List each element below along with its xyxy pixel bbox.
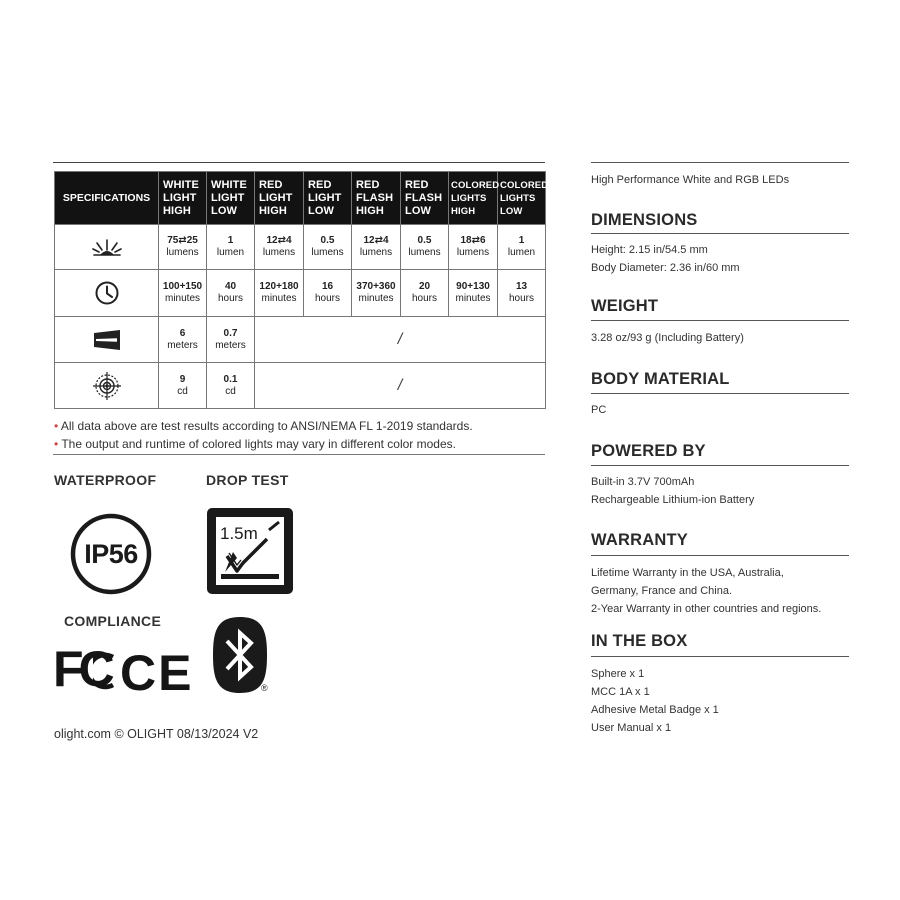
table-cell: 0.7 meters	[207, 317, 255, 363]
mode-header: WHITE LIGHT LOW	[207, 172, 255, 225]
list-item: User Manual x 1	[591, 722, 672, 734]
mode-header: RED LIGHT HIGH	[255, 172, 304, 225]
table-cell: 0.5 lumens	[304, 225, 352, 270]
brightness-icon	[55, 225, 159, 270]
table-cell: 18⇄6 lumens	[449, 225, 498, 270]
footer-text: olight.com © OLIGHT 08/13/2024 V2	[54, 727, 259, 741]
section-rule	[591, 656, 849, 657]
table-cell: 0.1 cd	[207, 363, 255, 409]
table-cell: 12⇄4 lumens	[352, 225, 401, 270]
table-cell: 6 meters	[159, 317, 207, 363]
table-cell: 0.5 lumens	[401, 225, 449, 270]
table-cell: 9 cd	[159, 363, 207, 409]
table-cell: 13 hours	[498, 270, 546, 317]
table-cell: 120+180 minutes	[255, 270, 304, 317]
not-applicable-cell: /	[255, 363, 546, 409]
table-cell: 1 lumen	[207, 225, 255, 270]
waterproof-label: WATERPROOF	[54, 472, 157, 488]
table-cell: 100+150 minutes	[159, 270, 207, 317]
mode-header: COLORED LIGHTS HIGH	[449, 172, 498, 225]
table-cell: 90+130 minutes	[449, 270, 498, 317]
specifications-header: SPECIFICATIONS	[55, 172, 159, 225]
table-row-runtime	[55, 270, 546, 317]
warranty-heading: WARRANTY	[591, 531, 688, 549]
powered-by-text: Built-in 3.7V 700mAh Rechargeable Lithium-ion Battery	[591, 476, 755, 506]
list-item: Sphere x 1	[591, 668, 645, 680]
test-notes	[54, 417, 545, 453]
table-cell: 75⇄25 lumens	[159, 225, 207, 270]
section-rule	[591, 393, 849, 394]
table-cell: 370+360 minutes	[352, 270, 401, 317]
mode-header: WHITE LIGHT HIGH	[159, 172, 207, 225]
table-row-intensity	[55, 363, 546, 409]
table-header-row	[55, 172, 546, 225]
in-the-box-list	[591, 665, 849, 737]
note-line: • The output and runtime of colored lights may vary in different color modes.	[54, 437, 456, 451]
ce-logo: CE	[120, 645, 194, 701]
drop-test-badge	[207, 508, 293, 594]
table-cell: 40 hours	[207, 270, 255, 317]
clock-icon	[55, 270, 159, 317]
mode-header: COLORED LIGHTS LOW	[498, 172, 546, 225]
specifications-table	[54, 171, 549, 409]
beam-distance-icon	[55, 317, 159, 363]
notes-rule	[53, 454, 545, 455]
weight-heading: WEIGHT	[591, 297, 659, 315]
section-rule	[591, 465, 849, 466]
target-icon	[55, 363, 159, 409]
not-applicable-cell: /	[255, 317, 546, 363]
dimensions-text: Height: 2.15 in/54.5 mm Body Diameter: 2.36 in/60 mm	[591, 244, 740, 274]
fcc-logo: FC	[53, 646, 115, 696]
right-top-rule	[591, 162, 849, 163]
list-item: MCC 1A x 1	[591, 686, 650, 698]
section-rule	[591, 320, 849, 321]
registered-mark: ®	[261, 683, 268, 693]
section-rule	[591, 555, 849, 556]
list-item: Adhesive Metal Badge x 1	[591, 704, 719, 716]
table-row-distance	[55, 317, 546, 363]
in-the-box-heading: IN THE BOX	[591, 632, 688, 650]
warranty-text: Lifetime Warranty in the USA, Australia, Germany, France and China. 2-Year Warranty in other countries and regions.	[591, 567, 822, 615]
powered-by-heading: POWERED BY	[591, 442, 706, 460]
note-line: • All data above are test results according to ANSI/NEMA FL 1-2019 standards.	[54, 419, 473, 433]
weight-text: 3.28 oz/93 g (Including Battery)	[591, 332, 744, 344]
body-material-text: PC	[591, 404, 607, 416]
mode-header: RED FLASH LOW	[401, 172, 449, 225]
mode-header: RED LIGHT LOW	[304, 172, 352, 225]
mode-header: RED FLASH HIGH	[352, 172, 401, 225]
compliance-label: COMPLIANCE	[64, 613, 162, 629]
ip56-badge	[69, 512, 153, 596]
ip56-text: IP56	[84, 539, 138, 569]
drop-height-text: 1.5m	[220, 524, 258, 543]
section-rule	[591, 233, 849, 234]
table-cell: 1 lumen	[498, 225, 546, 270]
table-cell: 16 hours	[304, 270, 352, 317]
intro-text: High Performance White and RGB LEDs	[591, 174, 790, 186]
table-cell: 20 hours	[401, 270, 449, 317]
dimensions-heading: DIMENSIONS	[591, 211, 698, 229]
bluetooth-icon	[211, 615, 273, 699]
table-cell: 12⇄4 lumens	[255, 225, 304, 270]
drop-test-label: DROP TEST	[206, 472, 289, 488]
body-material-heading: BODY MATERIAL	[591, 370, 730, 388]
table-row-output	[55, 225, 546, 270]
top-rule	[53, 162, 545, 163]
